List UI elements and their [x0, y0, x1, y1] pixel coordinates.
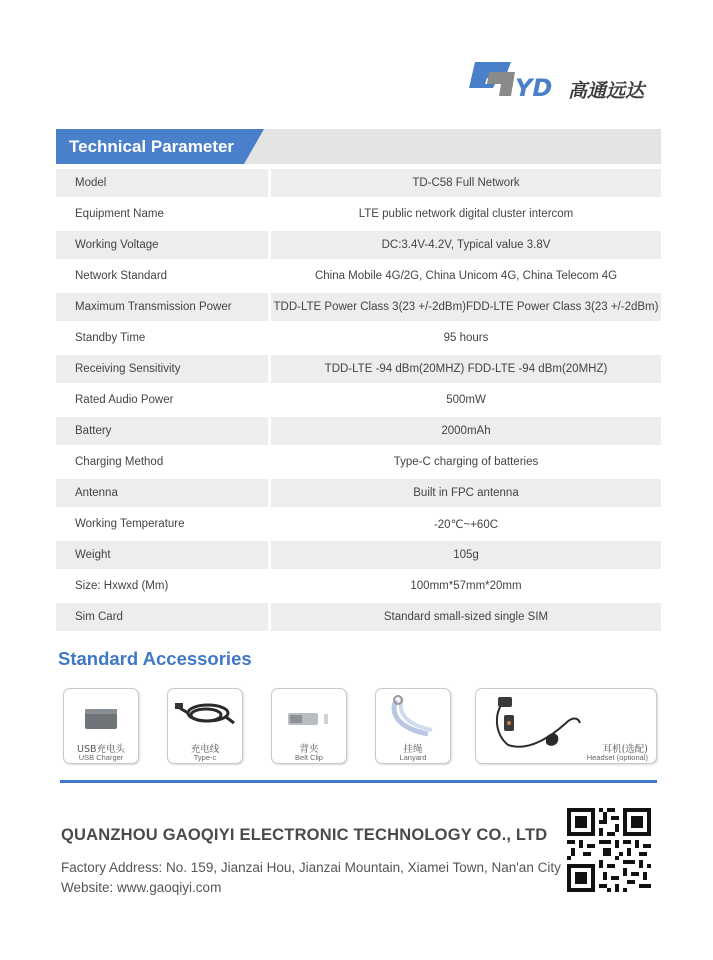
- usb-charger-icon: [83, 706, 119, 732]
- spec-value: Built in FPC antenna: [271, 479, 661, 507]
- spec-value: -20℃~+60C: [433, 519, 499, 531]
- table-row: [56, 448, 661, 476]
- table-row: [56, 324, 661, 352]
- spec-key: Equipment Name: [75, 208, 164, 220]
- table-row: [56, 572, 661, 600]
- accessory-cn-label: 挂绳: [403, 744, 423, 755]
- spec-key: Size: Hxwxd (Mm): [75, 580, 169, 592]
- table-row: [56, 262, 661, 290]
- spec-key: Receiving Sensitivity: [56, 355, 268, 383]
- table-row: [56, 386, 661, 414]
- spec-value: 500mW: [446, 394, 486, 406]
- accessory-usb-charger: [63, 688, 139, 764]
- table-row: [56, 293, 661, 321]
- spec-value: 95 hours: [443, 332, 489, 344]
- spec-key: Charging Method: [75, 456, 164, 468]
- spec-value: China Mobile 4G/2G, China Unicom 4G, China Telecom 4G: [314, 270, 618, 282]
- table-row: [56, 200, 661, 228]
- accessory-cn-label: USB充电头: [76, 744, 125, 755]
- table-row: [56, 355, 661, 383]
- lanyard-icon: [388, 694, 438, 738]
- table-row: [56, 603, 661, 631]
- table-row: [56, 510, 661, 538]
- spec-value: Standard small-sized single SIM: [271, 603, 661, 631]
- spec-value: TD-C58 Full Network: [271, 169, 661, 197]
- tech-title: Technical Parameter: [69, 137, 235, 156]
- accessory-lanyard: [375, 688, 451, 764]
- spec-value: LTE public network digital cluster intercom: [358, 208, 574, 220]
- qr-code-icon: [567, 808, 651, 892]
- headset-icon: [486, 693, 586, 755]
- accessory-type-c-cable: [167, 688, 243, 764]
- accessory-en-label: Lanyard: [399, 753, 427, 762]
- spec-value: TDD-LTE -94 dBm(20MHZ) FDD-LTE -94 dBm(20MHZ): [271, 355, 661, 383]
- spec-key: Working Temperature: [75, 518, 185, 530]
- accessory-en-label: Belt Clip: [295, 753, 323, 762]
- spec-key: Working Voltage: [56, 231, 268, 259]
- accessory-en-label: Headset (optional): [586, 753, 648, 762]
- factory-address: Factory Address: No. 159, Jianzai Hou, Jianzai Mountain, Xiamei Town, Nan'an City: [61, 860, 561, 875]
- spec-key: Battery: [56, 417, 268, 445]
- table-row: [56, 231, 661, 259]
- accessories-title: Standard Accessories: [58, 648, 252, 669]
- spec-key: Model: [56, 169, 268, 197]
- accessory-headset: [475, 688, 657, 764]
- spec-value: Type-C charging of batteries: [393, 456, 539, 468]
- spec-key: Weight: [56, 541, 268, 569]
- spec-key: Rated Audio Power: [75, 394, 174, 406]
- belt-clip-icon: [286, 709, 332, 729]
- footer-divider: [60, 780, 657, 783]
- spec-value: 100mm*57mm*20mm: [410, 580, 522, 592]
- table-row: [56, 479, 661, 507]
- spec-key: Network Standard: [75, 270, 168, 282]
- logo-chinese-name: 高通远达: [568, 80, 645, 102]
- table-row: [56, 417, 661, 445]
- website: Website: www.gaoqiyi.com: [61, 880, 222, 895]
- accessory-en-label: USB Charger: [78, 753, 124, 762]
- spec-key: Maximum Transmission Power: [56, 293, 268, 321]
- spec-value: DC:3.4V-4.2V, Typical value 3.8V: [271, 231, 661, 259]
- company-name: QUANZHOU GAOQIYI ELECTRONIC TECHNOLOGY CO., LTD: [61, 826, 548, 844]
- accessory-belt-clip: [271, 688, 347, 764]
- accessory-cn-label: 充电线: [190, 744, 220, 755]
- spec-value: TDD-LTE Power Class 3(23 +/-2dBm)FDD-LTE Power Class 3(23 +/-2dBm): [271, 293, 661, 321]
- table-row: [56, 169, 661, 197]
- svg-text:YD: YD: [515, 74, 553, 100]
- spec-key: Standby Time: [75, 332, 146, 344]
- cable-icon: [174, 695, 236, 733]
- spec-key: Sim Card: [56, 603, 268, 631]
- table-row: [56, 541, 661, 569]
- accessory-cn-label: 背夹: [299, 744, 319, 755]
- accessory-en-label: Type-c: [193, 753, 217, 762]
- accessory-cn-label: 耳机(选配): [602, 744, 648, 755]
- spec-value: 105g: [271, 541, 661, 569]
- spec-value: 2000mAh: [271, 417, 661, 445]
- spec-key: Antenna: [56, 479, 268, 507]
- spec-table: [56, 166, 661, 634]
